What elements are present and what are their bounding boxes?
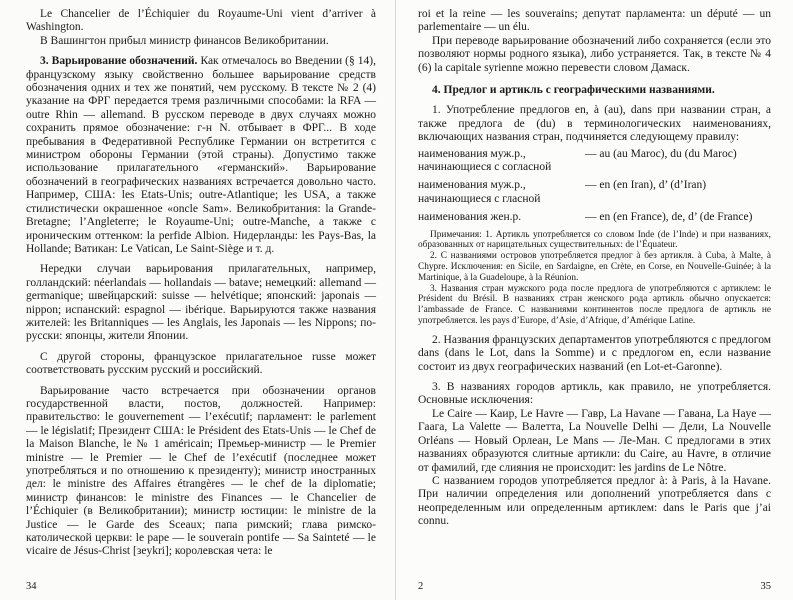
- note-3: 3. Названия стран мужского рода после предлога de употребляются с артиклем: le Président du Brésil. В названиях стран женского рода артикль обычно опускается: l’ambassade de France. С названиями континентов после предлога de артикль не употребляется. les pays d’Europe, d’Asie, d’Afrique, d’Amérique Latine.: [418, 283, 771, 327]
- page-number-left: 34: [26, 581, 37, 592]
- note-1: Примечания: 1. Артикль употребляется со словом Inde (de l’Inde) и при названиях, образованных от нарицательных существительных: de l’Équateur.: [418, 229, 771, 251]
- adjectives-paragraph: Нередки случаи варьирования прилагательных, например, голландский: néerlandais — hollandais — batave; немецкий: allemand — germanique; швейцарский: suisse — helvétique; японский: japonais — nippon; испанский: espagnol — ibérique. Варьируются также названия жителей: les Britanniques — les Anglais, les Japonais — les Nippons; по-русски: японцы, жители Японии.: [26, 263, 376, 343]
- russe-paragraph: С другой стороны, французское прилагательное russe может соответствовать русским русский и российский.: [26, 350, 376, 377]
- city-prepositions-paragraph: С названием городов употребляется предлог à: à Paris, à la Havane. При наличии определения или дополнений употребляется dans с неопределенным или определенным артиклем: dans le Paris que j’ai connu.: [418, 474, 771, 528]
- government-bodies-paragraph: Варьирование часто встречается при обозначении органов государственной власти, постов, должностей. Например: правительство: le gouvernement — l’exécutif; парламент: le parlement — le législatif; Президент США: le Président des Etats-Unis — le Chef de la Maison Blanche, le № 1 américain; Премьер-министр — le Premier ministre — le Premier — le Chef de l’exécutif (последнее может употребляться и по отношению к президенту); министр иностранных дел: le ministre des Affaires étrangères — le chef de la diplomatie; министр финансов: le ministre des Finances — le Chancelier de l’Échiquier (в Великобритании); министр юстиции: le ministre de la Justice — le Garde des Sceaux; папа римский; глава римско-католической церкви: le pape — le souverain pontife — Sa Sainteté — le vicaire de Jésus-Christ [зeykri]; королевская чета: le: [26, 384, 376, 558]
- section-3-heading: 3. Варьирование обозначений.: [40, 55, 198, 68]
- left-column: [26, 8, 376, 559]
- rule-row: [418, 148, 771, 175]
- rule-result: — au (au Maroc), du (du Maroc): [585, 147, 737, 160]
- city-exceptions-paragraph: Le Caire — Каир, Le Havre — Гавр, La Havane — Гавана, La Haye — Гаага, La Valette — Валетта, La Nouvelle Delhi — Дели, La Nouvelle Orléans — Новый Орлеан, Le Mans — Ле-Ман. С предлогами в этих названиях образуются слитные артикли: du Caire, au Havre, в отличие от фамилий, где слияния не происходит: les jardins de Le Nôtre.: [418, 407, 771, 474]
- rule-condition: наименования жен.р.: [418, 211, 522, 224]
- footer-marker: 2: [418, 581, 424, 592]
- section-3-paragraph: [26, 55, 376, 256]
- example-french-sentence: Le Chancelier de l’Échiquier du Royaume-Uni vient d’arriver à Washington.: [26, 8, 376, 34]
- page-number-right: 35: [760, 581, 771, 592]
- rule-row: [418, 211, 771, 224]
- rule-result: — en (en Iran), d’ (d’Iran): [585, 179, 707, 192]
- preposition-rule-table: [418, 148, 771, 225]
- example-russian-translation: В Вашингтон прибыл министр финансов Великобритании.: [40, 34, 329, 47]
- notes-block: [418, 230, 771, 327]
- section-4-heading: 4. Предлог и артикль с географическими названиями.: [432, 84, 715, 97]
- translation-variation-paragraph: При переводе варьирование обозначений либо сохраняется (если это позволяют нормы родного языка), либо устраняется. Так, в тексте № 4 (6) la capitale syrienne можно перевести словом Дамаск.: [418, 34, 771, 74]
- cities-paragraph: 3. В названиях городов артикль, как правило, не употребляется. Основные исключения:: [418, 381, 771, 407]
- rule-intro: 1. Употребление предлогов en, à (au), dans при названии стран, а также предлога de (du) в терминологических наименованиях, включающих названия стран, подчиняется следующему правилу:: [418, 104, 771, 144]
- rule-result: — en (en France), de, d’ (de France): [585, 211, 753, 224]
- rule-row: [418, 179, 771, 206]
- continuation-paragraph: roi et la reine — les souverains; депутат парламента: un député — un parlementaire — un élu.: [418, 8, 771, 34]
- rule-condition: наименования муж.р., начинающиеся с согласной: [418, 147, 552, 174]
- right-page: [396, 0, 793, 600]
- section-3-text: Как отмечалось во Введении (§ 14), французскому языку свойственно большее варьирование средств обозначения одних и тех же понятий, чем русскому. В тексте № 2 (4) указание на ФРГ передается тремя различными способами: la RFA — outre Rhin — allemand. В русском переводе в двух случаях можно сохранить прямое обозначение: г-н N. отбывает в ФРГ... В ходе пребывания в Федеративной Республике Германии он встретится с министром обороны Германии (этой страны). Допустимо также использование прилагательного «германский». Варьирование обозначений в географических названиях встречается довольно часто. Например, США: les Etats-Unis; outre-Atlantique; les USA, а также стилистически окрашенное «oncle Sam». Великобритания: la Grande-Bretagne; l’Angleterre; le Royaume-Uni; outre-Manche, а также с ироническим оттенком: la perfide Albion. Нидерланды: les Pays-Bas, la Hollande; Ватикан: Le Vatican, Le Saint-Siège и т. д.: [26, 55, 376, 255]
- note-2: 2. С названиями островов употребляется предлог à без артикля. à Cuba, à Malte, à Chypre. Исключения: en Sicile, en Sardaigne, en Crète, en Corse, en Nouvelle-Guinée; à la Martinique, à la Guadeloupe, à la Réunion.: [418, 251, 771, 283]
- rule-condition: наименования муж.р., начинающиеся с гласной: [418, 179, 541, 205]
- departments-paragraph: 2. Названия французских департаментов употребляются с предлогом dans (dans le Lot, dans la Somme) и с предлогом en, если название состоит из двух географических названий (en Lot-et-Garonne).: [418, 333, 771, 373]
- right-column: [418, 8, 771, 529]
- left-page: [0, 0, 396, 600]
